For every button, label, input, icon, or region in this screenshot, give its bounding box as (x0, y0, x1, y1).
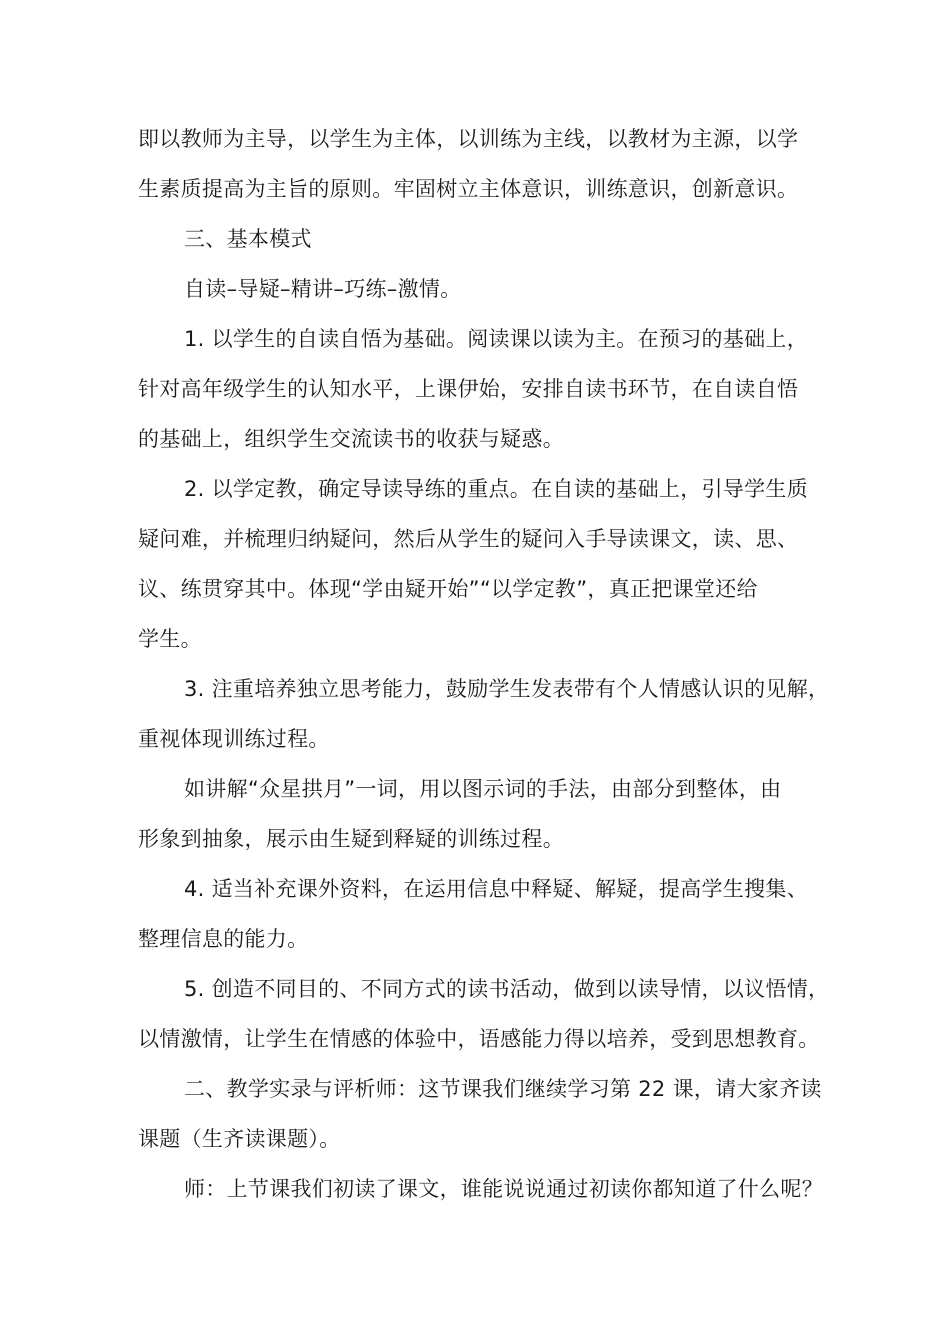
paragraph-line: 学生。 (138, 627, 202, 651)
paragraph-line: 课题（生齐读课题）。 (138, 1127, 341, 1151)
paragraph-line: 形象到抽象，展示由生疑到释疑的训练过程。 (138, 827, 564, 851)
paragraph-line: 整理信息的能力。 (138, 927, 309, 951)
paragraph-line: 自读–导疑–精讲–巧练–激情。 (184, 277, 462, 301)
paragraph-line: 3. 注重培养独立思考能力，鼓励学生发表带有个人情感认识的见解， (184, 677, 830, 701)
section-heading: 二、教学实录与评析师：这节课我们继续学习第 22 课，请大家齐读 (184, 1077, 822, 1101)
paragraph-line: 的基础上，组织学生交流读书的收获与疑惑。 (138, 427, 564, 451)
paragraph-line: 议、练贯穿其中。体现“学由疑开始”“以学定教”，真正把课堂还给 (138, 577, 758, 601)
paragraph-line: 如讲解“众星拱月”一词，用以图示词的手法，由部分到整体，由 (184, 777, 782, 801)
paragraph-line: 5. 创造不同目的、不同方式的读书活动，做到以读导情，以议悟情， (184, 977, 830, 1001)
paragraph-line: 即以教师为主导，以学生为主体，以训练为主线，以教材为主源，以学 (138, 127, 799, 151)
paragraph-line: 2. 以学定教，确定导读导练的重点。在自读的基础上，引导学生质 (184, 477, 809, 501)
paragraph-line: 重视体现训练过程。 (138, 727, 330, 751)
paragraph-line: 疑问难，并梳理归纳疑问，然后从学生的疑问入手导读课文，读、思、 (138, 527, 799, 551)
paragraph-line: 1. 以学生的自读自悟为基础。阅读课以读为主。在预习的基础上， (184, 327, 809, 351)
section-heading: 三、基本模式 (184, 227, 312, 251)
paragraph-line: 师：上节课我们初读了课文，谁能说说通过初读你都知道了什么呢？ (184, 1177, 823, 1201)
paragraph-line: 生素质提高为主旨的原则。牢固树立主体意识，训练意识，创新意识。 (138, 177, 799, 201)
paragraph-line: 针对高年级学生的认知水平，上课伊始，安排自读书环节，在自读自悟 (138, 377, 799, 401)
paragraph-line: 以情激情，让学生在情感的体验中，语感能力得以培养，受到思想教育。 (138, 1027, 820, 1051)
paragraph-line: 4. 适当补充课外资料，在运用信息中释疑、解疑，提高学生搜集、 (184, 877, 809, 901)
